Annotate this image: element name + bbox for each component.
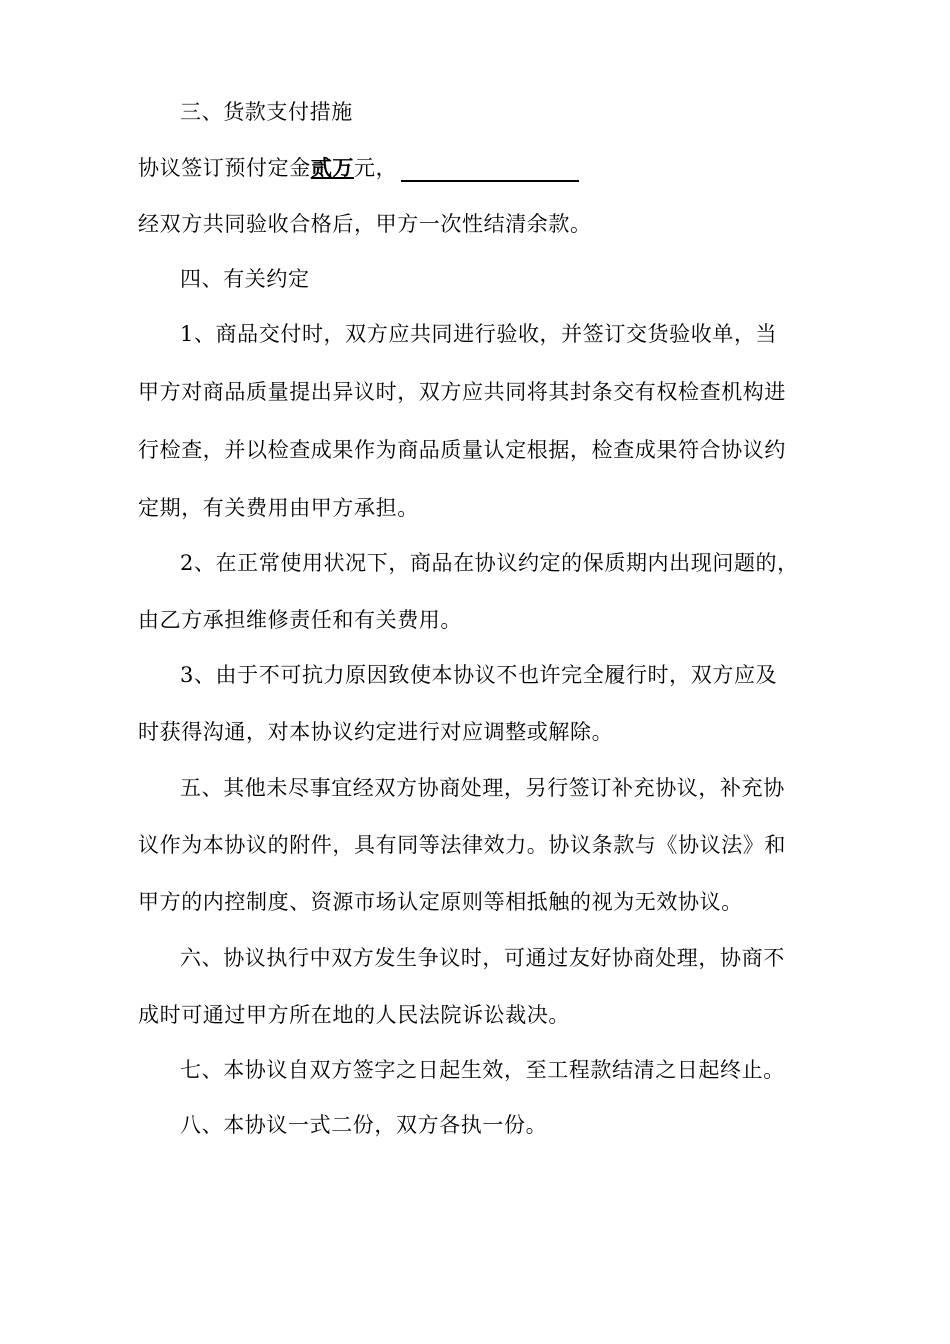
item1-line: 行检查，并以检查成果作为商品质量认定根据，检查成果符合协议约 — [138, 438, 786, 462]
blank-fill-line — [401, 158, 579, 182]
deposit-amount: 贰万 — [310, 155, 355, 180]
section8-line: 八、本协议一式二份，双方各执一份。 — [180, 1113, 548, 1137]
section6-line: 成时可通过甲方所在地的人民法院诉讼裁决。 — [138, 1003, 570, 1027]
item1-line: 甲方对商品质量提出异议时，双方应共同将其封条交有权检查机构进 — [138, 380, 786, 404]
section5-line: 议作为本协议的附件，具有同等法律效力。协议条款与《协议法》和 — [138, 833, 786, 857]
deposit-prefix: 协议签订预付定金 — [138, 156, 311, 180]
deposit-suffix: 元， — [354, 156, 398, 180]
deposit-line — [138, 154, 838, 182]
section3-heading: 三、货款支付措施 — [180, 100, 353, 124]
section5-line: 五、其他未尽事宜经双方协商处理，另行签订补充协议，补充协 — [180, 776, 785, 800]
section7-line: 七、本协议自双方签字之日起生效，至工程款结清之日起终止。 — [180, 1058, 785, 1082]
item1-line: 定期，有关费用由甲方承担。 — [138, 496, 419, 520]
item3-line: 时获得沟通，对本协议约定进行对应调整或解除。 — [138, 720, 614, 744]
balance-line: 经双方共同验收合格后，甲方一次性结清余款。 — [138, 212, 592, 236]
item3-line: 3、由于不可抗力原因致使本协议不也许完全履行时，双方应及 — [180, 663, 778, 687]
item2-line: 2、在正常使用状况下，商品在协议约定的保质期内出现问题的， — [180, 551, 799, 575]
section4-heading: 四、有关约定 — [180, 267, 310, 291]
section5-line: 甲方的内控制度、资源市场认定原则等相抵触的视为无效协议。 — [138, 890, 743, 914]
section6-line: 六、协议执行中双方发生争议时，可通过友好协商处理，协商不 — [180, 946, 785, 970]
item2-line: 由乙方承担维修责任和有关费用。 — [138, 608, 462, 632]
item1-line: 1、商品交付时，双方应共同进行验收，并签订交货验收单，当 — [180, 322, 778, 346]
